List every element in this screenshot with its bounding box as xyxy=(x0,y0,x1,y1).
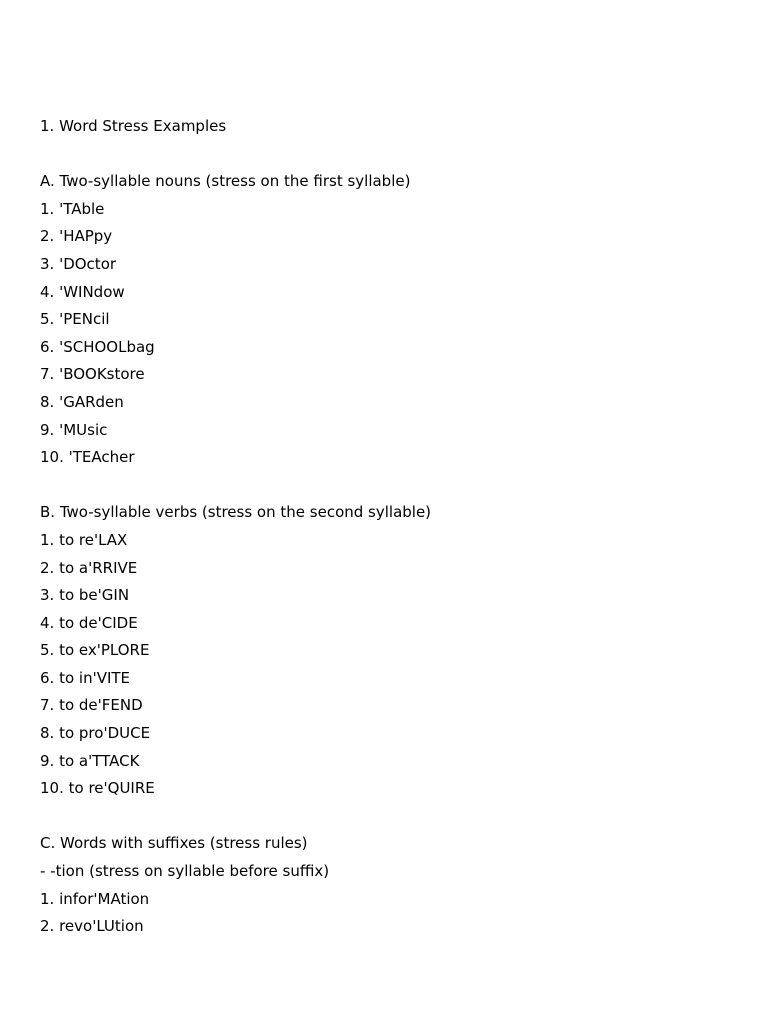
list-item: 10. 'TEAcher xyxy=(40,448,135,467)
list-item: 2. 'HAPpy xyxy=(40,227,113,246)
list-item: 2. to a'RRIVE xyxy=(40,558,138,577)
list-item: 8. 'GARden xyxy=(40,392,124,411)
document-page xyxy=(40,115,740,943)
list-item: 5. 'PENcil xyxy=(40,310,110,329)
blank-line xyxy=(40,805,740,833)
list-item: 4. to de'CIDE xyxy=(40,613,138,632)
list-item: 7. 'BOOKstore xyxy=(40,365,145,384)
document-title: 1. Word Stress Examples xyxy=(40,117,227,135)
section-b-heading: B. Two-syllable verbs (stress on the second syllable) xyxy=(40,503,432,522)
list-item: 1. 'TAble xyxy=(40,199,105,218)
list-item: 3. 'DOctor xyxy=(40,254,117,273)
list-item: 8. to pro'DUCE xyxy=(40,724,151,743)
section-c-heading: C. Words with suffixes (stress rules) xyxy=(40,834,308,853)
list-item: 6. 'SCHOOLbag xyxy=(40,337,155,356)
section-a-heading: A. Two-syllable nouns (stress on the first syllable) xyxy=(40,172,411,191)
list-item: 9. to a'TTACK xyxy=(40,751,140,770)
section-c xyxy=(40,832,740,942)
list-item: 1. to re'LAX xyxy=(40,530,128,549)
list-item: 3. to be'GIN xyxy=(40,586,130,605)
blank-line xyxy=(40,474,740,502)
list-item: 10. to re'QUIRE xyxy=(40,779,155,798)
blank-line xyxy=(40,143,740,171)
section-b xyxy=(40,501,740,805)
list-item: 7. to de'FEND xyxy=(40,696,143,715)
list-item: 4. 'WINdow xyxy=(40,282,125,301)
list-item: 6. to in'VITE xyxy=(40,668,131,687)
list-item: 1. infor'MAtion xyxy=(40,889,150,908)
list-item: 5. to ex'PLORE xyxy=(40,641,150,660)
section-a xyxy=(40,170,740,474)
section-c-subheading: - -tion (stress on syllable before suffix) xyxy=(40,862,330,881)
list-item: 9. 'MUsic xyxy=(40,420,108,439)
list-item: 2. revo'LUtion xyxy=(40,917,144,936)
